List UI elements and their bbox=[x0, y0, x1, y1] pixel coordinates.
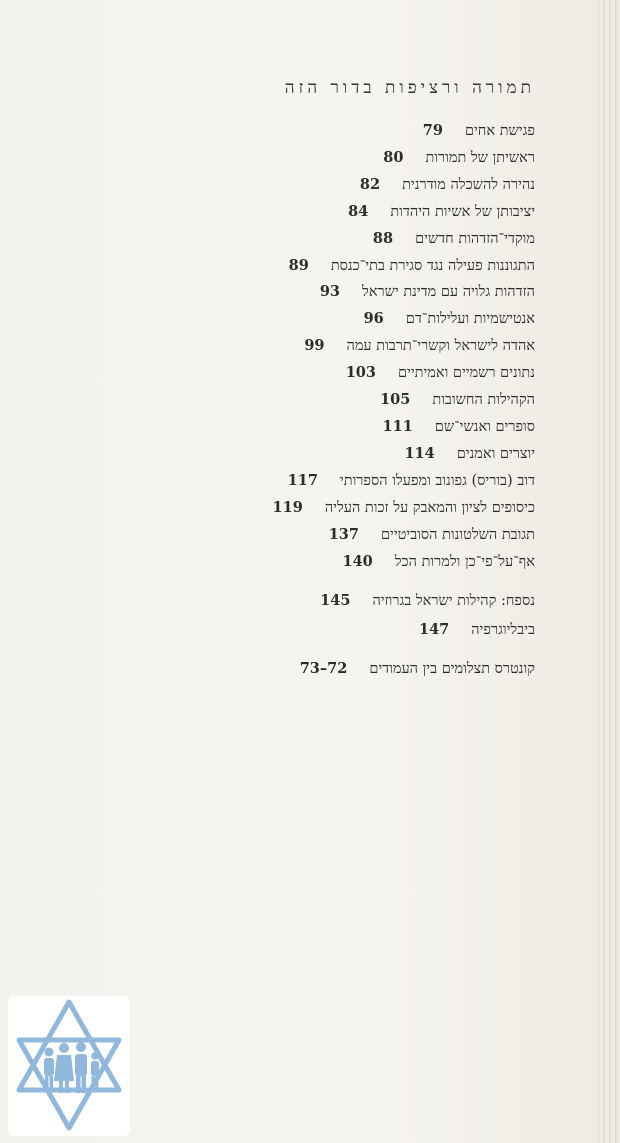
entry-title: מוקדי־הזדהות חדשים bbox=[415, 230, 535, 247]
entry-title: הקהילות החשובות bbox=[432, 392, 535, 409]
appendix-entry bbox=[135, 587, 535, 616]
toc-entry bbox=[135, 279, 535, 306]
bibliography-entry bbox=[135, 616, 535, 645]
entry-title: אנטישמיות ועלילות־דם bbox=[405, 311, 535, 328]
toc-entry bbox=[135, 306, 535, 333]
entry-page: 137 bbox=[328, 525, 359, 543]
entry-title: נתונים רשמיים ואמיתיים bbox=[398, 365, 535, 382]
toc-entry bbox=[135, 387, 535, 414]
toc-entry bbox=[135, 549, 535, 576]
entry-title: הזדהות גלויה עם מדינת ישראל bbox=[362, 284, 535, 301]
toc-entry bbox=[135, 226, 535, 253]
toc-entry bbox=[135, 441, 535, 468]
entry-title: יוצרים ואמנים bbox=[456, 445, 535, 462]
entry-page: 96 bbox=[363, 310, 384, 328]
entry-title: התגוננות פעילה נגד סגירת בתי־כנסת bbox=[330, 257, 535, 274]
toc-entries bbox=[135, 118, 535, 575]
page-edge bbox=[598, 0, 620, 1143]
entry-title: ביבליוגרפיה bbox=[471, 621, 535, 638]
entry-page: 89 bbox=[288, 256, 309, 274]
entry-page: 105 bbox=[380, 391, 411, 409]
section-title: תמורה ורציפות בדור הזה bbox=[284, 78, 535, 98]
watermark-logo bbox=[8, 996, 130, 1136]
toc-entry bbox=[135, 172, 535, 199]
entry-page: 145 bbox=[320, 592, 351, 610]
entry-page: 119 bbox=[272, 498, 303, 516]
entry-title: פגישת אחים bbox=[464, 123, 535, 139]
entry-page: 72–73 bbox=[299, 660, 348, 678]
entry-page: 88 bbox=[372, 229, 394, 247]
entry-title: אף־על־פי־כן ולמרות הכל bbox=[394, 553, 535, 570]
entry-page: 82 bbox=[359, 175, 381, 193]
toc-entry bbox=[135, 522, 535, 549]
table-of-contents bbox=[135, 78, 535, 678]
entry-page: 111 bbox=[382, 417, 413, 435]
photo-gallery-entry bbox=[135, 660, 535, 678]
entry-page: 93 bbox=[319, 283, 341, 301]
toc-entry bbox=[135, 414, 535, 441]
entry-title: נספח: קהילות ישראל בגרוזיה bbox=[372, 593, 535, 610]
entry-page: 79 bbox=[422, 122, 443, 139]
toc-entry bbox=[135, 333, 535, 360]
toc-entry bbox=[135, 145, 535, 172]
entry-page: 147 bbox=[418, 620, 450, 638]
entry-page: 103 bbox=[345, 364, 376, 382]
entry-page: 117 bbox=[287, 471, 318, 489]
toc-entry bbox=[135, 199, 535, 226]
toc-entry bbox=[135, 253, 535, 280]
appendix-entries bbox=[135, 587, 535, 644]
toc-entry bbox=[135, 495, 535, 522]
toc-entry bbox=[135, 468, 535, 495]
entry-title: דוב (בוריס) גפונוב ומפעלו הספרותי bbox=[339, 472, 535, 489]
entry-title: כיסופים לציון והמאבק על זכות העליה bbox=[324, 499, 535, 516]
entry-page: 140 bbox=[342, 552, 373, 570]
toc-entry bbox=[135, 360, 535, 387]
entry-page: 99 bbox=[304, 337, 325, 355]
entry-title: סופרים ואנשי־שם bbox=[434, 418, 535, 435]
entry-title: יציבותן של אשיות היהדות bbox=[390, 203, 535, 220]
toc-entry bbox=[135, 118, 535, 145]
entry-page: 80 bbox=[383, 148, 404, 166]
entry-page: 84 bbox=[348, 202, 369, 220]
entry-title: תגובת השלטונות הסוביטיים bbox=[380, 526, 535, 543]
entry-page: 114 bbox=[404, 444, 435, 462]
entry-title: נהירה להשכלה מודרנית bbox=[402, 176, 535, 193]
entry-title: אהדה לישראל וקשרי־תרבות עמה bbox=[346, 338, 535, 355]
star-of-david-family-icon bbox=[8, 996, 130, 1136]
entry-title: קונטרס תצלומים בין העמודים bbox=[369, 661, 535, 678]
entry-title: ראשיתן של תמורות bbox=[425, 149, 535, 166]
